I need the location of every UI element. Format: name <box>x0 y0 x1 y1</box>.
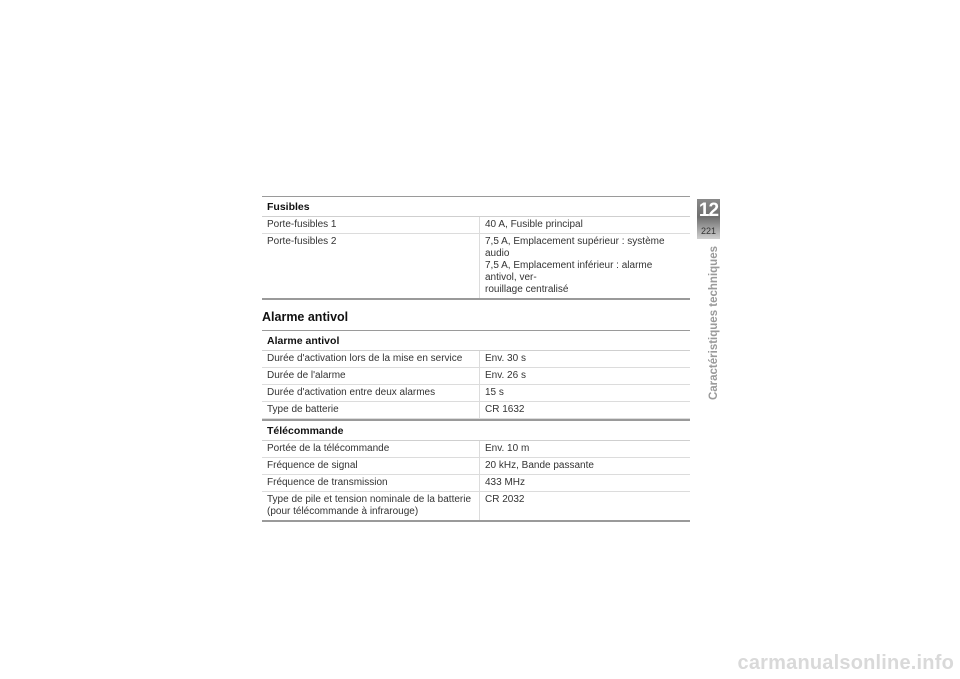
chapter-number: 12 <box>698 200 719 221</box>
alarm-table <box>262 330 690 522</box>
table-row <box>262 217 690 234</box>
row-value: 433 MHz <box>485 477 526 488</box>
table-row <box>262 492 690 520</box>
row-label: Fréquence de transmission <box>262 475 480 491</box>
table-row <box>262 475 690 492</box>
remote-subheader: Télécommande <box>262 419 690 441</box>
fuses-table-header: Fusibles <box>262 197 690 217</box>
table-row <box>262 234 690 298</box>
row-value: 40 A, Fusible principal <box>485 219 583 230</box>
row-value: 20 kHz, Bande passante <box>485 460 594 471</box>
table-row <box>262 402 690 419</box>
row-value: Env. 30 s <box>485 353 526 364</box>
page-content <box>262 196 690 522</box>
row-label: Type de pile et tension nominale de la batterie (pour télécommande à infrarouge) <box>262 492 480 520</box>
row-label: Type de batterie <box>262 402 480 418</box>
row-value: Env. 10 m <box>485 443 530 454</box>
table-row <box>262 458 690 475</box>
table-row <box>262 351 690 368</box>
alarm-table-header: Alarme antivol <box>262 331 690 351</box>
row-label: Durée d'activation lors de la mise en service <box>262 351 480 367</box>
row-label: Porte-fusibles 2 <box>262 234 480 298</box>
page-number: 221 <box>700 226 717 236</box>
chapter-tab <box>697 199 720 239</box>
chapter-title: Caractéristiques techniques <box>708 246 720 401</box>
row-label: Portée de la télécommande <box>262 441 480 457</box>
row-value: CR 1632 <box>485 404 525 415</box>
row-label: Fréquence de signal <box>262 458 480 474</box>
row-label: Durée de l'alarme <box>262 368 480 384</box>
table-row <box>262 441 690 458</box>
row-value: Env. 26 s <box>485 370 526 381</box>
row-value: CR 2032 <box>485 494 525 505</box>
row-value: 15 s <box>485 387 504 398</box>
row-value: 7,5 A, Emplacement supérieur : système audio 7,5 A, Emplacement inférieur : alarme antivol, ver- rouillage centralisé <box>485 236 665 295</box>
section-title: Alarme antivol <box>262 310 349 324</box>
row-label: Porte-fusibles 1 <box>262 217 480 233</box>
table-row <box>262 368 690 385</box>
fuses-table <box>262 196 690 300</box>
table-row <box>262 385 690 402</box>
watermark: carmanualsonline.info <box>737 652 954 674</box>
row-label: Durée d'activation entre deux alarmes <box>262 385 480 401</box>
